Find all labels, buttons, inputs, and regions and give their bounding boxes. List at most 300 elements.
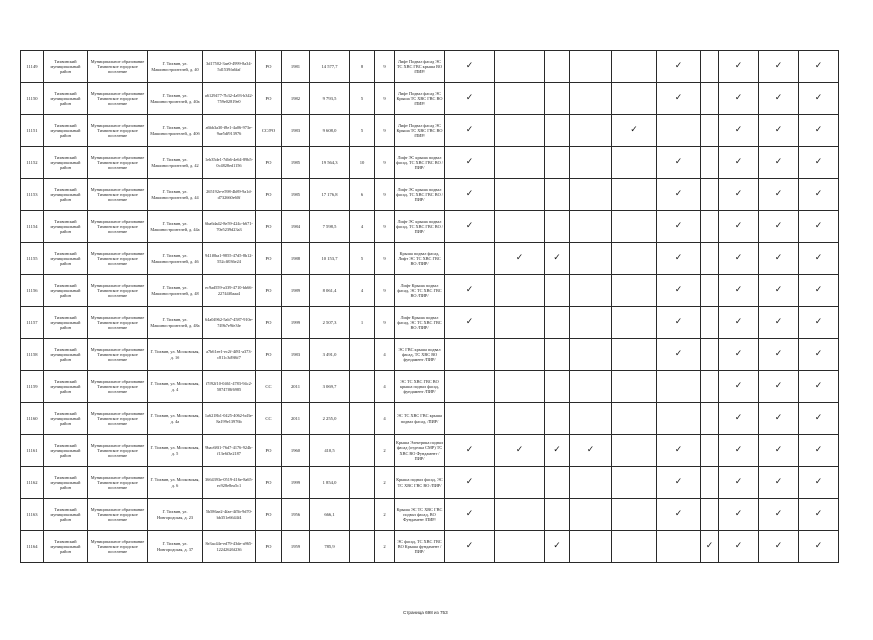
guid-cell: 1eb35de1-7db6-4e64-89b5-0c4828ed1156: [203, 147, 256, 179]
work-check-cell: [495, 371, 545, 403]
checkmark-icon: ✓: [814, 541, 823, 551]
checkmark-icon: ✓: [705, 541, 714, 551]
works-cell: Крыша Электрика подвал фасад (отделка СМР) ТС ХВС ВО Фундамент /ПИР/: [395, 435, 445, 467]
year-cell: 1999: [282, 307, 310, 339]
work-check-cell: [701, 147, 719, 179]
checkmark-icon: ✓: [734, 157, 743, 167]
work-check-cell: [495, 403, 545, 435]
row-id: 11157: [21, 307, 44, 339]
year-cell: 1984: [282, 211, 310, 243]
checkmark-icon: ✓: [774, 157, 783, 167]
guid-cell: 5b586ae2-4fae-4f5b-9d70-bb351e6644f4: [203, 499, 256, 531]
type-cell: РО: [256, 467, 282, 499]
checkmark-icon: ✓: [774, 221, 783, 231]
work-check-cell: [759, 211, 799, 243]
work-check-cell: [445, 435, 495, 467]
work-check-cell: [612, 403, 657, 435]
checkmark-icon: ✓: [814, 61, 823, 71]
table-row: [21, 211, 839, 243]
checkmark-icon: ✓: [774, 189, 783, 199]
year-cell: 2011: [282, 403, 310, 435]
year-cell: 1988: [282, 243, 310, 275]
checkmark-icon: ✓: [465, 509, 474, 519]
floors-cell: 4: [375, 339, 395, 371]
table-row: [21, 307, 839, 339]
checkmark-icon: ✓: [814, 253, 823, 263]
work-check-cell: [799, 275, 839, 307]
checkmark-icon: ✓: [734, 125, 743, 135]
guid-cell: 9bac68f1-76d7-4176-924b-f13e6f3e2187: [203, 435, 256, 467]
guid-cell: 3d17502-3ae0-4999-8a34-5d1539fa6faf: [203, 51, 256, 83]
work-check-cell: [799, 435, 839, 467]
checkmark-icon: ✓: [814, 125, 823, 135]
area-cell: 1 854,0: [310, 467, 350, 499]
checkmark-icon: ✓: [814, 413, 823, 423]
type-cell: РО: [256, 147, 282, 179]
checkmark-icon: ✓: [774, 285, 783, 295]
checkmark-icon: ✓: [814, 221, 823, 231]
table-row: [21, 275, 839, 307]
checkmark-icon: ✓: [734, 541, 743, 551]
table-row: [21, 371, 839, 403]
work-check-cell: [612, 307, 657, 339]
work-check-cell: [719, 499, 759, 531]
row-id: 11163: [21, 499, 44, 531]
row-id: 11153: [21, 179, 44, 211]
works-cell: Крыша подвал фасад, ЭС ТС ХВС ГВС ВО /ПИР/: [395, 467, 445, 499]
table-row: [21, 147, 839, 179]
work-check-cell: [612, 531, 657, 563]
district-cell: Тихвинский муниципальный район: [44, 467, 88, 499]
works-cell: Лифт Подвал фасад ЭС Крыша ТС ХВС ГВС ВО /ПИР/: [395, 83, 445, 115]
checkmark-icon: ✓: [734, 509, 743, 519]
work-check-cell: [759, 403, 799, 435]
work-check-cell: [570, 371, 612, 403]
floors-cell: 9: [375, 147, 395, 179]
work-check-cell: [545, 211, 570, 243]
address-cell: Г. Тихвин, ул. Машиностроителей, д. 44а: [148, 211, 203, 243]
type-cell: РО: [256, 275, 282, 307]
work-check-cell: [719, 83, 759, 115]
floors-cell: 9: [375, 275, 395, 307]
work-check-cell: [759, 147, 799, 179]
checkmark-icon: ✓: [774, 317, 783, 327]
work-check-cell: [657, 115, 701, 147]
work-check-cell: [545, 243, 570, 275]
work-check-cell: [612, 243, 657, 275]
work-check-cell: [545, 371, 570, 403]
guid-cell: a6129477-7b32-4a93-b342-759e02819e0: [203, 83, 256, 115]
checkmark-icon: ✓: [674, 221, 683, 231]
area-cell: 3 491,0: [310, 339, 350, 371]
work-check-cell: [657, 179, 701, 211]
entrances-cell: 5: [350, 115, 375, 147]
work-check-cell: [545, 275, 570, 307]
type-cell: РО: [256, 51, 282, 83]
checkmark-icon: ✓: [674, 189, 683, 199]
district-cell: Тихвинский муниципальный район: [44, 147, 88, 179]
address-cell: Г. Тихвин, ул. Новгородская, д. 23: [148, 499, 203, 531]
checkmark-icon: ✓: [734, 477, 743, 487]
checkmark-icon: ✓: [814, 349, 823, 359]
guid-cell: 3664393e-0519-416e-8a65-ec928e8ea5c1: [203, 467, 256, 499]
work-check-cell: [445, 115, 495, 147]
checkmark-icon: ✓: [814, 157, 823, 167]
address-cell: Г. Тихвин, ул. Новгородская, д. 37: [148, 531, 203, 563]
entrances-cell: 8: [350, 51, 375, 83]
work-check-cell: [719, 243, 759, 275]
work-check-cell: [719, 339, 759, 371]
work-check-cell: [701, 115, 719, 147]
work-check-cell: [719, 211, 759, 243]
work-check-cell: [657, 307, 701, 339]
type-cell: РО: [256, 83, 282, 115]
type-cell: РО: [256, 307, 282, 339]
district-cell: Тихвинский муниципальный район: [44, 499, 88, 531]
work-check-cell: [612, 51, 657, 83]
entrances-cell: [350, 435, 375, 467]
checkmark-icon: ✓: [465, 61, 474, 71]
work-check-cell: [799, 211, 839, 243]
settlement-cell: Муниципальное образование Тихвинское городское поселение: [88, 531, 148, 563]
year-cell: 1989: [282, 275, 310, 307]
works-cell: Крыша ЭС ТС ХВС ГВС подвал фасад, ВО Фундамент /ПИР/: [395, 499, 445, 531]
entrances-cell: [350, 339, 375, 371]
work-check-cell: [657, 403, 701, 435]
work-check-cell: [759, 531, 799, 563]
work-check-cell: [570, 243, 612, 275]
address-cell: Г. Тихвин, ул. Машиностроителей, д. 40а: [148, 83, 203, 115]
district-cell: Тихвинский муниципальный район: [44, 83, 88, 115]
floors-cell: 4: [375, 403, 395, 435]
work-check-cell: [570, 499, 612, 531]
checkmark-icon: ✓: [465, 445, 474, 455]
works-cell: ЭС ТС ХВС ГВС ВО крыша подвал фасад, фундамент /ПИР/: [395, 371, 445, 403]
work-check-cell: [719, 147, 759, 179]
row-id: 11149: [21, 51, 44, 83]
area-cell: 9 793,5: [310, 83, 350, 115]
work-check-cell: [570, 307, 612, 339]
work-check-cell: [612, 179, 657, 211]
work-check-cell: [799, 243, 839, 275]
work-check-cell: [759, 499, 799, 531]
work-check-cell: [445, 51, 495, 83]
checkmark-icon: ✓: [674, 61, 683, 71]
work-check-cell: [657, 339, 701, 371]
work-check-cell: [799, 499, 839, 531]
works-cell: Крыша подвал фасад, Лифт ЭС ТС ХВС ГВС ВО /ПИР/: [395, 243, 445, 275]
work-check-cell: [759, 51, 799, 83]
work-check-cell: [495, 467, 545, 499]
checkmark-icon: ✓: [734, 317, 743, 327]
works-cell: ЭС ГВС крыша подвал фасад, ТС ХВС ВО фундамент /ПИР/: [395, 339, 445, 371]
area-cell: 8 061,4: [310, 275, 350, 307]
work-check-cell: [701, 243, 719, 275]
work-check-cell: [657, 531, 701, 563]
row-id: 11158: [21, 339, 44, 371]
work-check-cell: [612, 499, 657, 531]
district-cell: Тихвинский муниципальный район: [44, 51, 88, 83]
work-check-cell: [701, 403, 719, 435]
work-check-cell: [799, 147, 839, 179]
work-check-cell: [545, 307, 570, 339]
work-check-cell: [701, 499, 719, 531]
district-cell: Тихвинский муниципальный район: [44, 275, 88, 307]
work-check-cell: [545, 51, 570, 83]
checkmark-icon: ✓: [734, 413, 743, 423]
checkmark-icon: ✓: [465, 93, 474, 103]
work-check-cell: [799, 531, 839, 563]
work-check-cell: [657, 499, 701, 531]
checkmark-icon: ✓: [674, 509, 683, 519]
floors-cell: 2: [375, 499, 395, 531]
work-check-cell: [495, 531, 545, 563]
work-check-cell: [799, 179, 839, 211]
floors-cell: 9: [375, 211, 395, 243]
checkmark-icon: ✓: [734, 445, 743, 455]
entrances-cell: 10: [350, 147, 375, 179]
work-check-cell: [570, 83, 612, 115]
work-check-cell: [719, 531, 759, 563]
work-check-cell: [612, 83, 657, 115]
settlement-cell: Муниципальное образование Тихвинское городское поселение: [88, 307, 148, 339]
work-check-cell: [545, 435, 570, 467]
address-cell: Г. Тихвин, ул. Московская, д. 4а: [148, 403, 203, 435]
work-check-cell: [657, 243, 701, 275]
table-row: [21, 51, 839, 83]
work-check-cell: [445, 243, 495, 275]
work-check-cell: [445, 371, 495, 403]
area-cell: 19 564,3: [310, 147, 350, 179]
year-cell: 1983: [282, 339, 310, 371]
works-cell: Лифт ЭС крыша подвал фасад, ТС ХВС ГВС ВО /ПИР/: [395, 147, 445, 179]
guid-cell: f7f92f10-0461-4783-94c2-58747f8f6985: [203, 371, 256, 403]
work-check-cell: [495, 51, 545, 83]
work-check-cell: [799, 83, 839, 115]
work-check-cell: [495, 307, 545, 339]
district-cell: Тихвинский муниципальный район: [44, 307, 88, 339]
settlement-cell: Муниципальное образование Тихвинское городское поселение: [88, 467, 148, 499]
work-check-cell: [612, 435, 657, 467]
guid-cell: 64a04962-5ab7-4587-910e-749b7e9fe3fe: [203, 307, 256, 339]
work-check-cell: [719, 403, 759, 435]
row-id: 11159: [21, 371, 44, 403]
settlement-cell: Муниципальное образование Тихвинское городское поселение: [88, 179, 148, 211]
entrances-cell: 4: [350, 211, 375, 243]
table-row: [21, 115, 839, 147]
work-check-cell: [495, 243, 545, 275]
district-cell: Тихвинский муниципальный район: [44, 435, 88, 467]
work-check-cell: [545, 115, 570, 147]
year-cell: 1981: [282, 51, 310, 83]
settlement-cell: Муниципальное образование Тихвинское городское поселение: [88, 211, 148, 243]
work-check-cell: [759, 83, 799, 115]
type-cell: РО: [256, 339, 282, 371]
district-cell: Тихвинский муниципальный район: [44, 211, 88, 243]
district-cell: Тихвинский муниципальный район: [44, 179, 88, 211]
address-cell: Г. Тихвин, ул. Машиностроителей, д. 48а: [148, 307, 203, 339]
work-check-cell: [759, 339, 799, 371]
settlement-cell: Муниципальное образование Тихвинское городское поселение: [88, 403, 148, 435]
work-check-cell: [719, 371, 759, 403]
work-check-cell: [719, 467, 759, 499]
settlement-cell: Муниципальное образование Тихвинское городское поселение: [88, 499, 148, 531]
page-number: Страница 698 из 753: [403, 610, 448, 615]
settlement-cell: Муниципальное образование Тихвинское городское поселение: [88, 243, 148, 275]
address-cell: Г. Тихвин, ул. Машиностроителей, д. 40: [148, 51, 203, 83]
work-check-cell: [719, 307, 759, 339]
work-check-cell: [570, 531, 612, 563]
work-check-cell: [759, 307, 799, 339]
work-check-cell: [759, 243, 799, 275]
table-row: [21, 499, 839, 531]
row-id: 11160: [21, 403, 44, 435]
work-check-cell: [570, 179, 612, 211]
data-table: [20, 50, 839, 563]
floors-cell: 2: [375, 467, 395, 499]
guid-cell: 265192e-e598-4b89-9a1d-d732660e60f: [203, 179, 256, 211]
checkmark-icon: ✓: [814, 445, 823, 455]
entrances-cell: [350, 499, 375, 531]
works-cell: Лифт ЭС крыша подвал фасад, ТС ХВС ГВС ВО /ПИР/: [395, 211, 445, 243]
work-check-cell: [495, 435, 545, 467]
checkmark-icon: ✓: [465, 477, 474, 487]
checkmark-icon: ✓: [674, 285, 683, 295]
work-check-cell: [657, 147, 701, 179]
area-cell: 10 153,7: [310, 243, 350, 275]
guid-cell: a6bb3a30-f8e1-4a06-973e-9ae5df913976: [203, 115, 256, 147]
checkmark-icon: ✓: [734, 189, 743, 199]
checkmark-icon: ✓: [465, 189, 474, 199]
entrances-cell: [350, 371, 375, 403]
checkmark-icon: ✓: [553, 253, 561, 263]
work-check-cell: [570, 147, 612, 179]
address-cell: Г. Тихвин, ул. Московская, д. 1б: [148, 339, 203, 371]
guid-cell: 1a6218b1-0425-4062-bd3e-8a199e13976b: [203, 403, 256, 435]
checkmark-icon: ✓: [674, 93, 683, 103]
year-cell: 1960: [282, 435, 310, 467]
work-check-cell: [570, 211, 612, 243]
checkmark-icon: ✓: [553, 445, 561, 455]
entrances-cell: 1: [350, 307, 375, 339]
work-check-cell: [545, 83, 570, 115]
district-cell: Тихвинский муниципальный район: [44, 531, 88, 563]
work-check-cell: [701, 51, 719, 83]
work-check-cell: [657, 371, 701, 403]
work-check-cell: [445, 83, 495, 115]
work-check-cell: [719, 275, 759, 307]
work-check-cell: [719, 51, 759, 83]
area-cell: 14 577,7: [310, 51, 350, 83]
work-check-cell: [445, 339, 495, 371]
checkmark-icon: ✓: [774, 509, 783, 519]
area-cell: 9 608,0: [310, 115, 350, 147]
type-cell: РО: [256, 211, 282, 243]
area-cell: 666,1: [310, 499, 350, 531]
work-check-cell: [701, 275, 719, 307]
row-id: 11161: [21, 435, 44, 467]
work-check-cell: [759, 435, 799, 467]
type-cell: РО: [256, 435, 282, 467]
checkmark-icon: ✓: [515, 445, 524, 455]
work-check-cell: [759, 371, 799, 403]
year-cell: 1985: [282, 179, 310, 211]
work-check-cell: [657, 435, 701, 467]
checkmark-icon: ✓: [814, 285, 823, 295]
address-cell: Г. Тихвин, ул. Московская, д. 6: [148, 467, 203, 499]
floors-cell: 9: [375, 243, 395, 275]
work-check-cell: [545, 179, 570, 211]
checkmark-icon: ✓: [774, 381, 783, 391]
table-row: [21, 339, 839, 371]
address-cell: Г. Тихвин, ул. Машиностроителей, д. 48: [148, 275, 203, 307]
checkmark-icon: ✓: [465, 125, 474, 135]
work-check-cell: [612, 371, 657, 403]
checkmark-icon: ✓: [774, 445, 783, 455]
work-check-cell: [701, 467, 719, 499]
row-id: 11162: [21, 467, 44, 499]
district-cell: Тихвинский муниципальный район: [44, 371, 88, 403]
work-check-cell: [612, 339, 657, 371]
table-row: [21, 435, 839, 467]
work-check-cell: [719, 115, 759, 147]
work-check-cell: [701, 83, 719, 115]
work-check-cell: [495, 275, 545, 307]
checkmark-icon: ✓: [586, 445, 595, 455]
work-check-cell: [701, 339, 719, 371]
work-check-cell: [570, 435, 612, 467]
row-id: 11155: [21, 243, 44, 275]
guid-cell: 941f0ba1-9855-47d5-8b12-552cff036e24: [203, 243, 256, 275]
work-check-cell: [612, 275, 657, 307]
checkmark-icon: ✓: [734, 221, 743, 231]
work-check-cell: [495, 339, 545, 371]
checkmark-icon: ✓: [465, 157, 474, 167]
area-cell: 410,5: [310, 435, 350, 467]
works-cell: Лифт Подвал фасад ЭС ТС ХВС ГВС крыша ВО /ПИР/: [395, 51, 445, 83]
work-check-cell: [612, 115, 657, 147]
work-check-cell: [545, 339, 570, 371]
area-cell: 17 176,8: [310, 179, 350, 211]
settlement-cell: Муниципальное образование Тихвинское городское поселение: [88, 147, 148, 179]
area-cell: 3 069,7: [310, 371, 350, 403]
checkmark-icon: ✓: [734, 253, 743, 263]
work-check-cell: [759, 275, 799, 307]
work-check-cell: [799, 307, 839, 339]
entrances-cell: 4: [350, 275, 375, 307]
checkmark-icon: ✓: [465, 285, 474, 295]
year-cell: 1959: [282, 531, 310, 563]
district-cell: Тихвинский муниципальный район: [44, 339, 88, 371]
checkmark-icon: ✓: [674, 317, 683, 327]
work-check-cell: [612, 211, 657, 243]
work-check-cell: [495, 115, 545, 147]
entrances-cell: [350, 531, 375, 563]
work-check-cell: [701, 307, 719, 339]
checkmark-icon: ✓: [734, 285, 743, 295]
work-check-cell: [570, 51, 612, 83]
works-cell: Лифт Крыша подвал фасад, ЭС ТС ХВС ГВС ВО /ПИР/: [395, 275, 445, 307]
settlement-cell: Муниципальное образование Тихвинское городское поселение: [88, 115, 148, 147]
work-check-cell: [445, 499, 495, 531]
checkmark-icon: ✓: [734, 349, 743, 359]
work-check-cell: [701, 531, 719, 563]
checkmark-icon: ✓: [774, 349, 783, 359]
works-cell: Лифт ЭС крыша подвал фасад, ТС ХВС ГВС ВО /ПИР/: [395, 179, 445, 211]
entrances-cell: [350, 467, 375, 499]
table-row: [21, 179, 839, 211]
checkmark-icon: ✓: [674, 157, 683, 167]
